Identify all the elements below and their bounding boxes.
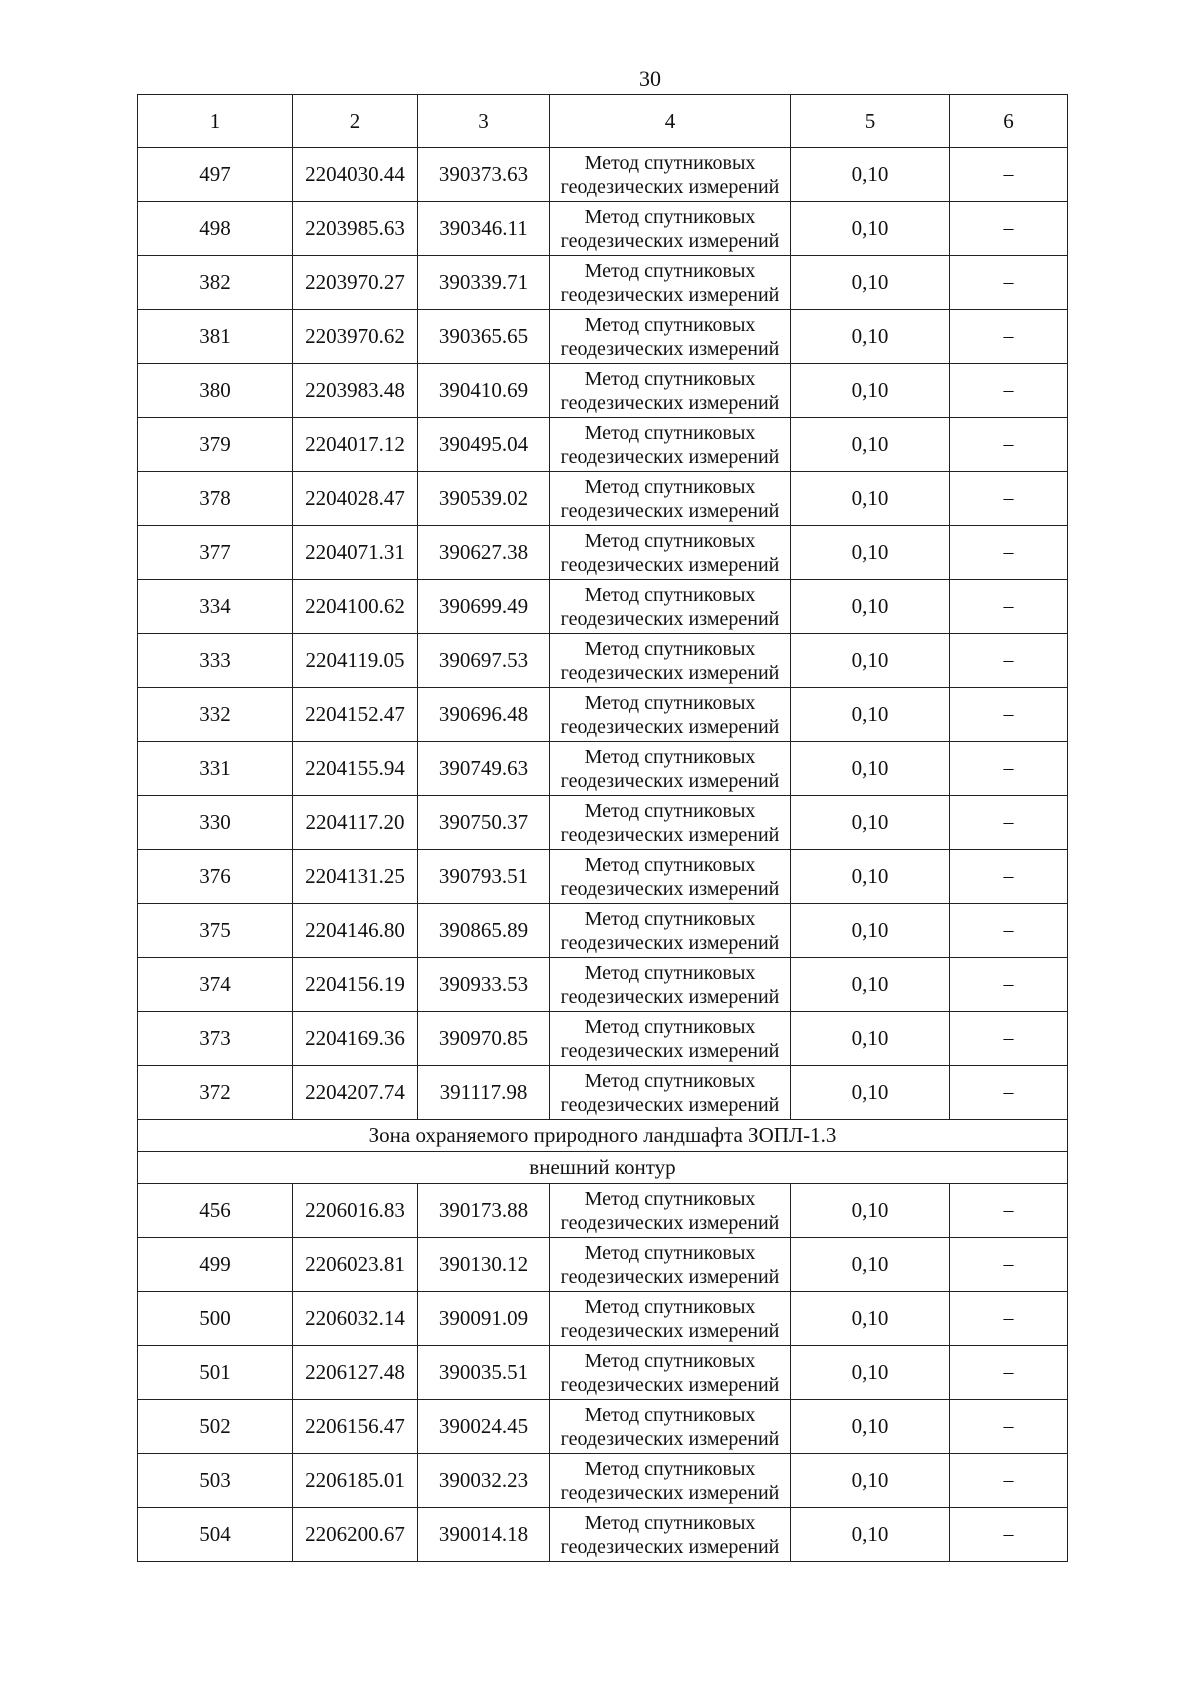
accuracy-cell: 0,10 bbox=[791, 1508, 950, 1562]
x-coordinate-cell: 2204207.74 bbox=[293, 1066, 418, 1120]
table-row bbox=[138, 364, 1068, 418]
y-coordinate-cell: 390130.12 bbox=[418, 1238, 550, 1292]
table-row bbox=[138, 1066, 1068, 1120]
point-number-cell: 333 bbox=[138, 634, 293, 688]
method-cell bbox=[550, 310, 791, 364]
y-coordinate-cell: 390627.38 bbox=[418, 526, 550, 580]
method-cell bbox=[550, 364, 791, 418]
y-coordinate-cell: 390865.89 bbox=[418, 904, 550, 958]
note-cell: – bbox=[950, 310, 1068, 364]
y-coordinate-cell: 390091.09 bbox=[418, 1292, 550, 1346]
table-body bbox=[138, 95, 1068, 1562]
method-cell bbox=[550, 1292, 791, 1346]
method-line-1: Метод спутниковых bbox=[584, 1295, 756, 1318]
x-coordinate-cell: 2204071.31 bbox=[293, 526, 418, 580]
y-coordinate-cell: 390032.23 bbox=[418, 1454, 550, 1508]
y-coordinate-cell: 390495.04 bbox=[418, 418, 550, 472]
method-cell bbox=[550, 418, 791, 472]
method-cell bbox=[550, 1238, 791, 1292]
accuracy-cell: 0,10 bbox=[791, 1066, 950, 1120]
point-number-cell: 504 bbox=[138, 1508, 293, 1562]
x-coordinate-cell: 2203970.27 bbox=[293, 256, 418, 310]
method-line-2: геодезических измерений bbox=[560, 1427, 780, 1450]
accuracy-cell: 0,10 bbox=[791, 202, 950, 256]
method-line-2: геодезических измерений bbox=[560, 1093, 780, 1116]
method-line-1: Метод спутниковых bbox=[584, 1403, 756, 1426]
accuracy-cell: 0,10 bbox=[791, 472, 950, 526]
point-number-cell: 372 bbox=[138, 1066, 293, 1120]
method-cell bbox=[550, 796, 791, 850]
header-row bbox=[138, 95, 1068, 148]
y-coordinate-cell: 390346.11 bbox=[418, 202, 550, 256]
point-number-cell: 382 bbox=[138, 256, 293, 310]
table-row bbox=[138, 418, 1068, 472]
note-cell: – bbox=[950, 580, 1068, 634]
contour-title-row bbox=[138, 1152, 1068, 1184]
y-coordinate-cell: 390697.53 bbox=[418, 634, 550, 688]
table-row bbox=[138, 256, 1068, 310]
point-number-cell: 376 bbox=[138, 850, 293, 904]
note-cell: – bbox=[950, 796, 1068, 850]
x-coordinate-cell: 2203983.48 bbox=[293, 364, 418, 418]
x-coordinate-cell: 2206200.67 bbox=[293, 1508, 418, 1562]
point-number-cell: 380 bbox=[138, 364, 293, 418]
method-line-1: Метод спутниковых bbox=[584, 583, 756, 606]
method-line-2: геодезических измерений bbox=[560, 1535, 780, 1558]
note-cell: – bbox=[950, 1400, 1068, 1454]
method-line-1: Метод спутниковых bbox=[584, 259, 756, 282]
point-number-cell: 378 bbox=[138, 472, 293, 526]
point-number-cell: 374 bbox=[138, 958, 293, 1012]
method-line-1: Метод спутниковых bbox=[584, 151, 756, 174]
method-line-1: Метод спутниковых bbox=[584, 637, 756, 660]
method-line-1: Метод спутниковых bbox=[584, 853, 756, 876]
method-cell bbox=[550, 1508, 791, 1562]
note-cell: – bbox=[950, 256, 1068, 310]
x-coordinate-cell: 2203985.63 bbox=[293, 202, 418, 256]
method-line-1: Метод спутниковых bbox=[584, 1511, 756, 1534]
method-line-1: Метод спутниковых bbox=[584, 1015, 756, 1038]
table-row bbox=[138, 1346, 1068, 1400]
point-number-cell: 379 bbox=[138, 418, 293, 472]
accuracy-cell: 0,10 bbox=[791, 1400, 950, 1454]
contour-title-row-cell: внешний контур bbox=[138, 1152, 1068, 1184]
y-coordinate-cell: 390339.71 bbox=[418, 256, 550, 310]
y-coordinate-cell: 390365.65 bbox=[418, 310, 550, 364]
y-coordinate-cell: 390970.85 bbox=[418, 1012, 550, 1066]
method-cell bbox=[550, 1454, 791, 1508]
table-row bbox=[138, 1184, 1068, 1238]
method-cell bbox=[550, 688, 791, 742]
method-line-2: геодезических измерений bbox=[560, 445, 780, 468]
note-cell: – bbox=[950, 904, 1068, 958]
method-line-2: геодезических измерений bbox=[560, 1211, 780, 1234]
x-coordinate-cell: 2206185.01 bbox=[293, 1454, 418, 1508]
table-row bbox=[138, 742, 1068, 796]
table-row bbox=[138, 310, 1068, 364]
x-coordinate-cell: 2206016.83 bbox=[293, 1184, 418, 1238]
zone-title-row-cell: Зона охраняемого природного ландшафта ЗОПЛ-1.3 bbox=[138, 1120, 1068, 1152]
x-coordinate-cell: 2204030.44 bbox=[293, 148, 418, 202]
method-line-1: Метод спутниковых bbox=[584, 1241, 756, 1264]
method-line-2: геодезических измерений bbox=[560, 823, 780, 846]
header-cell-4: 4 bbox=[550, 95, 791, 148]
note-cell: – bbox=[950, 418, 1068, 472]
method-line-1: Метод спутниковых bbox=[584, 367, 756, 390]
point-number-cell: 375 bbox=[138, 904, 293, 958]
accuracy-cell: 0,10 bbox=[791, 1184, 950, 1238]
accuracy-cell: 0,10 bbox=[791, 796, 950, 850]
method-line-2: геодезических измерений bbox=[560, 1373, 780, 1396]
method-line-2: геодезических измерений bbox=[560, 391, 780, 414]
method-cell bbox=[550, 526, 791, 580]
method-line-1: Метод спутниковых bbox=[584, 205, 756, 228]
x-coordinate-cell: 2204146.80 bbox=[293, 904, 418, 958]
y-coordinate-cell: 390750.37 bbox=[418, 796, 550, 850]
method-line-2: геодезических измерений bbox=[560, 337, 780, 360]
note-cell: – bbox=[950, 1184, 1068, 1238]
point-number-cell: 373 bbox=[138, 1012, 293, 1066]
accuracy-cell: 0,10 bbox=[791, 742, 950, 796]
y-coordinate-cell: 391117.98 bbox=[418, 1066, 550, 1120]
point-number-cell: 499 bbox=[138, 1238, 293, 1292]
method-line-1: Метод спутниковых bbox=[584, 529, 756, 552]
method-line-2: геодезических измерений bbox=[560, 553, 780, 576]
header-cell-5: 5 bbox=[791, 95, 950, 148]
method-cell bbox=[550, 1066, 791, 1120]
note-cell: – bbox=[950, 526, 1068, 580]
table-row bbox=[138, 472, 1068, 526]
method-cell bbox=[550, 1346, 791, 1400]
x-coordinate-cell: 2206032.14 bbox=[293, 1292, 418, 1346]
note-cell: – bbox=[950, 1012, 1068, 1066]
table-row bbox=[138, 580, 1068, 634]
note-cell: – bbox=[950, 742, 1068, 796]
method-cell bbox=[550, 148, 791, 202]
x-coordinate-cell: 2204169.36 bbox=[293, 1012, 418, 1066]
method-line-1: Метод спутниковых bbox=[584, 421, 756, 444]
x-coordinate-cell: 2204152.47 bbox=[293, 688, 418, 742]
table-row bbox=[138, 634, 1068, 688]
point-number-cell: 331 bbox=[138, 742, 293, 796]
point-number-cell: 500 bbox=[138, 1292, 293, 1346]
x-coordinate-cell: 2204028.47 bbox=[293, 472, 418, 526]
point-number-cell: 330 bbox=[138, 796, 293, 850]
method-line-1: Метод спутниковых bbox=[584, 313, 756, 336]
table-row bbox=[138, 1238, 1068, 1292]
y-coordinate-cell: 390410.69 bbox=[418, 364, 550, 418]
point-number-cell: 334 bbox=[138, 580, 293, 634]
method-line-1: Метод спутниковых bbox=[584, 1069, 756, 1092]
method-line-1: Метод спутниковых bbox=[584, 475, 756, 498]
note-cell: – bbox=[950, 364, 1068, 418]
method-line-2: геодезических измерений bbox=[560, 1039, 780, 1062]
x-coordinate-cell: 2204119.05 bbox=[293, 634, 418, 688]
table-row bbox=[138, 148, 1068, 202]
accuracy-cell: 0,10 bbox=[791, 310, 950, 364]
method-cell bbox=[550, 850, 791, 904]
method-cell bbox=[550, 472, 791, 526]
accuracy-cell: 0,10 bbox=[791, 1454, 950, 1508]
x-coordinate-cell: 2206156.47 bbox=[293, 1400, 418, 1454]
note-cell: – bbox=[950, 1066, 1068, 1120]
table-row bbox=[138, 1012, 1068, 1066]
x-coordinate-cell: 2204131.25 bbox=[293, 850, 418, 904]
accuracy-cell: 0,10 bbox=[791, 526, 950, 580]
coordinates-table bbox=[137, 94, 1068, 1562]
accuracy-cell: 0,10 bbox=[791, 418, 950, 472]
accuracy-cell: 0,10 bbox=[791, 904, 950, 958]
accuracy-cell: 0,10 bbox=[791, 1238, 950, 1292]
point-number-cell: 498 bbox=[138, 202, 293, 256]
y-coordinate-cell: 390793.51 bbox=[418, 850, 550, 904]
zone-title-row bbox=[138, 1120, 1068, 1152]
method-line-2: геодезических измерений bbox=[560, 175, 780, 198]
method-line-2: геодезических измерений bbox=[560, 715, 780, 738]
x-coordinate-cell: 2204017.12 bbox=[293, 418, 418, 472]
table-row bbox=[138, 1508, 1068, 1562]
note-cell: – bbox=[950, 1508, 1068, 1562]
method-line-2: геодезических измерений bbox=[560, 229, 780, 252]
method-cell bbox=[550, 256, 791, 310]
method-cell bbox=[550, 1012, 791, 1066]
y-coordinate-cell: 390035.51 bbox=[418, 1346, 550, 1400]
method-line-2: геодезических измерений bbox=[560, 1481, 780, 1504]
method-cell bbox=[550, 202, 791, 256]
accuracy-cell: 0,10 bbox=[791, 958, 950, 1012]
accuracy-cell: 0,10 bbox=[791, 850, 950, 904]
table-row bbox=[138, 904, 1068, 958]
method-line-2: геодезических измерений bbox=[560, 985, 780, 1008]
note-cell: – bbox=[950, 688, 1068, 742]
method-cell bbox=[550, 580, 791, 634]
y-coordinate-cell: 390373.63 bbox=[418, 148, 550, 202]
note-cell: – bbox=[950, 1346, 1068, 1400]
accuracy-cell: 0,10 bbox=[791, 256, 950, 310]
accuracy-cell: 0,10 bbox=[791, 688, 950, 742]
y-coordinate-cell: 390014.18 bbox=[418, 1508, 550, 1562]
table-row bbox=[138, 688, 1068, 742]
x-coordinate-cell: 2204156.19 bbox=[293, 958, 418, 1012]
accuracy-cell: 0,10 bbox=[791, 364, 950, 418]
y-coordinate-cell: 390699.49 bbox=[418, 580, 550, 634]
method-cell bbox=[550, 1400, 791, 1454]
method-line-2: геодезических измерений bbox=[560, 499, 780, 522]
method-line-1: Метод спутниковых bbox=[584, 745, 756, 768]
table-row bbox=[138, 850, 1068, 904]
method-cell bbox=[550, 958, 791, 1012]
x-coordinate-cell: 2206127.48 bbox=[293, 1346, 418, 1400]
method-cell bbox=[550, 1184, 791, 1238]
x-coordinate-cell: 2204117.20 bbox=[293, 796, 418, 850]
point-number-cell: 381 bbox=[138, 310, 293, 364]
header-cell-3: 3 bbox=[418, 95, 550, 148]
y-coordinate-cell: 390749.63 bbox=[418, 742, 550, 796]
note-cell: – bbox=[950, 1292, 1068, 1346]
table-row bbox=[138, 202, 1068, 256]
method-line-2: геодезических измерений bbox=[560, 877, 780, 900]
table-row bbox=[138, 526, 1068, 580]
point-number-cell: 332 bbox=[138, 688, 293, 742]
note-cell: – bbox=[950, 634, 1068, 688]
point-number-cell: 501 bbox=[138, 1346, 293, 1400]
x-coordinate-cell: 2203970.62 bbox=[293, 310, 418, 364]
method-line-1: Метод спутниковых bbox=[584, 1349, 756, 1372]
method-line-2: геодезических измерений bbox=[560, 283, 780, 306]
note-cell: – bbox=[950, 1454, 1068, 1508]
method-line-2: геодезических измерений bbox=[560, 1319, 780, 1342]
note-cell: – bbox=[950, 202, 1068, 256]
method-cell bbox=[550, 742, 791, 796]
method-line-1: Метод спутниковых bbox=[584, 691, 756, 714]
point-number-cell: 503 bbox=[138, 1454, 293, 1508]
y-coordinate-cell: 390024.45 bbox=[418, 1400, 550, 1454]
point-number-cell: 456 bbox=[138, 1184, 293, 1238]
y-coordinate-cell: 390173.88 bbox=[418, 1184, 550, 1238]
table-row bbox=[138, 1400, 1068, 1454]
method-line-2: геодезических измерений bbox=[560, 1265, 780, 1288]
x-coordinate-cell: 2204155.94 bbox=[293, 742, 418, 796]
method-line-1: Метод спутниковых bbox=[584, 1187, 756, 1210]
y-coordinate-cell: 390696.48 bbox=[418, 688, 550, 742]
header-cell-1: 1 bbox=[138, 95, 293, 148]
x-coordinate-cell: 2206023.81 bbox=[293, 1238, 418, 1292]
accuracy-cell: 0,10 bbox=[791, 1346, 950, 1400]
note-cell: – bbox=[950, 1238, 1068, 1292]
y-coordinate-cell: 390933.53 bbox=[418, 958, 550, 1012]
method-line-2: геодезических измерений bbox=[560, 931, 780, 954]
header-cell-6: 6 bbox=[950, 95, 1068, 148]
method-cell bbox=[550, 634, 791, 688]
method-line-1: Метод спутниковых bbox=[584, 907, 756, 930]
point-number-cell: 497 bbox=[138, 148, 293, 202]
method-line-2: геодезических измерений bbox=[560, 769, 780, 792]
point-number-cell: 502 bbox=[138, 1400, 293, 1454]
table-row bbox=[138, 1292, 1068, 1346]
accuracy-cell: 0,10 bbox=[791, 1012, 950, 1066]
method-line-1: Метод спутниковых bbox=[584, 961, 756, 984]
table-row bbox=[138, 796, 1068, 850]
accuracy-cell: 0,10 bbox=[791, 634, 950, 688]
method-line-2: геодезических измерений bbox=[560, 661, 780, 684]
note-cell: – bbox=[950, 148, 1068, 202]
accuracy-cell: 0,10 bbox=[791, 148, 950, 202]
note-cell: – bbox=[950, 472, 1068, 526]
method-line-1: Метод спутниковых bbox=[584, 799, 756, 822]
table-row bbox=[138, 958, 1068, 1012]
method-line-1: Метод спутниковых bbox=[584, 1457, 756, 1480]
accuracy-cell: 0,10 bbox=[791, 1292, 950, 1346]
point-number-cell: 377 bbox=[138, 526, 293, 580]
table-row bbox=[138, 1454, 1068, 1508]
accuracy-cell: 0,10 bbox=[791, 580, 950, 634]
note-cell: – bbox=[950, 958, 1068, 1012]
method-cell bbox=[550, 904, 791, 958]
note-cell: – bbox=[950, 850, 1068, 904]
y-coordinate-cell: 390539.02 bbox=[418, 472, 550, 526]
method-line-2: геодезических измерений bbox=[560, 607, 780, 630]
header-cell-2: 2 bbox=[293, 95, 418, 148]
x-coordinate-cell: 2204100.62 bbox=[293, 580, 418, 634]
page-number: 30 bbox=[639, 66, 661, 91]
